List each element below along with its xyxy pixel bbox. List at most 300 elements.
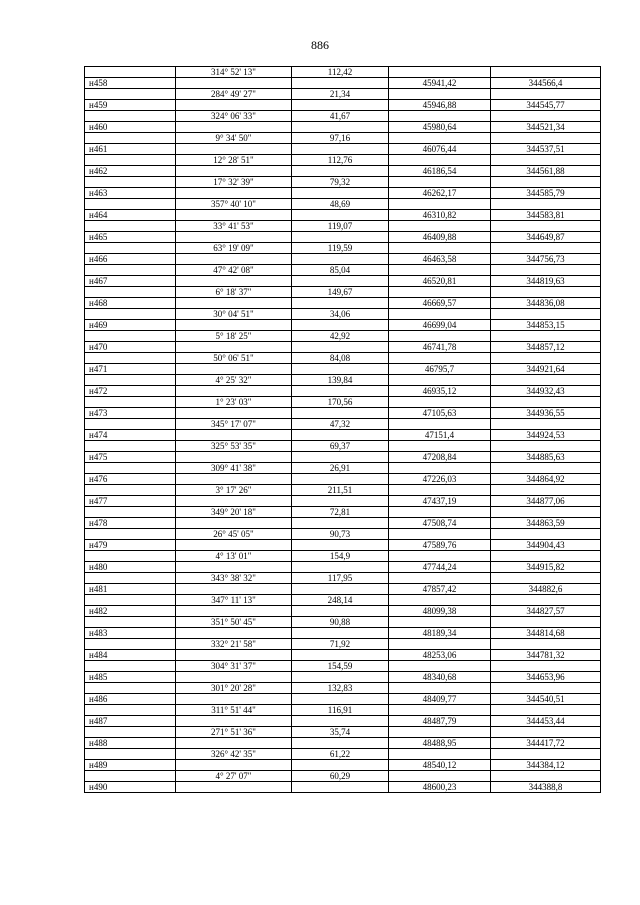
directional-angle-cell: 4° 27' 07" <box>176 771 292 782</box>
y-coordinate-cell: 344836,08 <box>491 298 601 309</box>
empty-cell <box>389 507 491 518</box>
empty-cell <box>389 529 491 540</box>
empty-cell <box>176 452 292 463</box>
y-coordinate-cell: 344857,12 <box>491 342 601 353</box>
point-name-cell: н465 <box>85 232 176 243</box>
segment-row <box>85 309 601 320</box>
empty-cell <box>176 584 292 595</box>
distance-cell: 71,92 <box>292 639 389 650</box>
empty-cell <box>292 364 389 375</box>
point-name-cell: н476 <box>85 474 176 485</box>
point-row <box>85 144 601 155</box>
directional-angle-cell: 1° 23' 03" <box>176 397 292 408</box>
segment-row <box>85 155 601 166</box>
page-number: 886 <box>311 38 329 52</box>
empty-cell <box>491 375 601 386</box>
empty-cell <box>176 694 292 705</box>
empty-cell <box>389 551 491 562</box>
empty-cell <box>292 232 389 243</box>
empty-cell <box>389 661 491 672</box>
point-row <box>85 364 601 375</box>
point-row <box>85 430 601 441</box>
segment-row <box>85 331 601 342</box>
empty-cell <box>85 309 176 320</box>
empty-cell <box>491 639 601 650</box>
point-row <box>85 210 601 221</box>
empty-cell <box>292 760 389 771</box>
x-coordinate-cell: 47105,63 <box>389 408 491 419</box>
point-name-cell: н466 <box>85 254 176 265</box>
empty-cell <box>389 771 491 782</box>
empty-cell <box>176 540 292 551</box>
empty-cell <box>85 573 176 584</box>
segment-row <box>85 397 601 408</box>
empty-cell <box>85 749 176 760</box>
point-name-cell: н478 <box>85 518 176 529</box>
segment-row <box>85 771 601 782</box>
x-coordinate-cell: 48189,34 <box>389 628 491 639</box>
empty-cell <box>292 452 389 463</box>
y-coordinate-cell: 344863,59 <box>491 518 601 529</box>
empty-cell <box>491 595 601 606</box>
directional-angle-cell: 311° 51' 44" <box>176 705 292 716</box>
point-row <box>85 628 601 639</box>
point-row <box>85 386 601 397</box>
empty-cell <box>176 474 292 485</box>
point-name-cell: н467 <box>85 276 176 287</box>
y-coordinate-cell: 344583,81 <box>491 210 601 221</box>
point-row <box>85 496 601 507</box>
empty-cell <box>389 287 491 298</box>
y-coordinate-cell: 344924,53 <box>491 430 601 441</box>
x-coordinate-cell: 48099,38 <box>389 606 491 617</box>
distance-cell: 154,9 <box>292 551 389 562</box>
segment-row <box>85 133 601 144</box>
segment-row <box>85 639 601 650</box>
empty-cell <box>389 265 491 276</box>
point-name-cell: н482 <box>85 606 176 617</box>
empty-cell <box>85 111 176 122</box>
point-row <box>85 254 601 265</box>
y-coordinate-cell: 344819,63 <box>491 276 601 287</box>
empty-cell <box>176 782 292 793</box>
point-row <box>85 562 601 573</box>
empty-cell <box>389 573 491 584</box>
segment-row <box>85 441 601 452</box>
empty-cell <box>292 166 389 177</box>
directional-angle-cell: 47° 42' 08" <box>176 265 292 276</box>
directional-angle-cell: 309° 41' 38" <box>176 463 292 474</box>
empty-cell <box>176 496 292 507</box>
y-coordinate-cell: 344882,6 <box>491 584 601 595</box>
directional-angle-cell: 271° 51' 36" <box>176 727 292 738</box>
x-coordinate-cell: 45980,64 <box>389 122 491 133</box>
empty-cell <box>85 89 176 100</box>
point-name-cell: н472 <box>85 386 176 397</box>
point-row <box>85 518 601 529</box>
point-row <box>85 100 601 111</box>
empty-cell <box>176 386 292 397</box>
empty-cell <box>491 287 601 298</box>
distance-cell: 211,51 <box>292 485 389 496</box>
empty-cell <box>85 705 176 716</box>
empty-cell <box>389 353 491 364</box>
empty-cell <box>389 177 491 188</box>
x-coordinate-cell: 48253,06 <box>389 650 491 661</box>
y-coordinate-cell: 344853,15 <box>491 320 601 331</box>
empty-cell <box>389 419 491 430</box>
empty-cell <box>176 144 292 155</box>
empty-cell <box>85 177 176 188</box>
point-name-cell: н470 <box>85 342 176 353</box>
empty-cell <box>85 287 176 298</box>
directional-angle-cell: 30° 04' 51" <box>176 309 292 320</box>
distance-cell: 112,76 <box>292 155 389 166</box>
empty-cell <box>176 518 292 529</box>
distance-cell: 21,34 <box>292 89 389 100</box>
directional-angle-cell: 332° 21' 58" <box>176 639 292 650</box>
point-row <box>85 408 601 419</box>
empty-cell <box>85 243 176 254</box>
empty-cell <box>389 639 491 650</box>
empty-cell <box>176 650 292 661</box>
point-name-cell: н468 <box>85 298 176 309</box>
empty-cell <box>491 661 601 672</box>
empty-cell <box>389 749 491 760</box>
distance-cell: 35,74 <box>292 727 389 738</box>
point-row <box>85 672 601 683</box>
empty-cell <box>389 595 491 606</box>
y-coordinate-cell: 344936,55 <box>491 408 601 419</box>
empty-cell <box>176 738 292 749</box>
empty-cell <box>491 573 601 584</box>
x-coordinate-cell: 46795,7 <box>389 364 491 375</box>
segment-row <box>85 595 601 606</box>
empty-cell <box>176 276 292 287</box>
directional-angle-cell: 304° 31' 37" <box>176 661 292 672</box>
empty-cell <box>491 727 601 738</box>
empty-cell <box>85 551 176 562</box>
distance-cell: 112,42 <box>292 67 389 78</box>
empty-cell <box>292 518 389 529</box>
y-coordinate-cell: 344545,77 <box>491 100 601 111</box>
x-coordinate-cell: 46669,57 <box>389 298 491 309</box>
y-coordinate-cell: 344388,8 <box>491 782 601 793</box>
distance-cell: 84,08 <box>292 353 389 364</box>
empty-cell <box>85 639 176 650</box>
directional-angle-cell: 26° 45' 05" <box>176 529 292 540</box>
coordinates-table <box>84 66 601 793</box>
empty-cell <box>176 342 292 353</box>
y-coordinate-cell: 344885,63 <box>491 452 601 463</box>
x-coordinate-cell: 46520,81 <box>389 276 491 287</box>
empty-cell <box>85 595 176 606</box>
distance-cell: 248,14 <box>292 595 389 606</box>
segment-row <box>85 177 601 188</box>
empty-cell <box>85 353 176 364</box>
empty-cell <box>85 683 176 694</box>
empty-cell <box>292 298 389 309</box>
y-coordinate-cell: 344417,72 <box>491 738 601 749</box>
empty-cell <box>389 309 491 320</box>
empty-cell <box>292 342 389 353</box>
segment-row <box>85 485 601 496</box>
empty-cell <box>85 771 176 782</box>
distance-cell: 90,73 <box>292 529 389 540</box>
empty-cell <box>292 430 389 441</box>
empty-cell <box>176 188 292 199</box>
empty-cell <box>491 551 601 562</box>
y-coordinate-cell: 344864,92 <box>491 474 601 485</box>
segment-row <box>85 89 601 100</box>
empty-cell <box>292 408 389 419</box>
y-coordinate-cell: 344915,82 <box>491 562 601 573</box>
point-row <box>85 474 601 485</box>
directional-angle-cell: 17° 32' 39" <box>176 177 292 188</box>
empty-cell <box>389 705 491 716</box>
point-name-cell: н489 <box>85 760 176 771</box>
point-row <box>85 540 601 551</box>
directional-angle-cell: 357° 40' 10" <box>176 199 292 210</box>
empty-cell <box>491 331 601 342</box>
empty-cell <box>389 441 491 452</box>
empty-cell <box>491 529 601 540</box>
empty-cell <box>491 705 601 716</box>
empty-cell <box>292 144 389 155</box>
point-name-cell: н461 <box>85 144 176 155</box>
point-name-cell: н490 <box>85 782 176 793</box>
x-coordinate-cell: 48540,12 <box>389 760 491 771</box>
y-coordinate-cell: 344537,51 <box>491 144 601 155</box>
empty-cell <box>389 155 491 166</box>
directional-angle-cell: 324° 06' 33" <box>176 111 292 122</box>
point-row <box>85 452 601 463</box>
point-name-cell: н483 <box>85 628 176 639</box>
empty-cell <box>491 177 601 188</box>
empty-cell <box>176 254 292 265</box>
point-row <box>85 342 601 353</box>
point-name-cell: н475 <box>85 452 176 463</box>
point-name-cell: н479 <box>85 540 176 551</box>
x-coordinate-cell: 48488,95 <box>389 738 491 749</box>
directional-angle-cell: 351° 50' 45" <box>176 617 292 628</box>
empty-cell <box>85 419 176 430</box>
point-name-cell: н460 <box>85 122 176 133</box>
segment-row <box>85 683 601 694</box>
empty-cell <box>389 727 491 738</box>
empty-cell <box>491 353 601 364</box>
empty-cell <box>389 683 491 694</box>
distance-cell: 72,81 <box>292 507 389 518</box>
empty-cell <box>292 738 389 749</box>
x-coordinate-cell: 48487,79 <box>389 716 491 727</box>
point-name-cell: н488 <box>85 738 176 749</box>
point-name-cell: н485 <box>85 672 176 683</box>
empty-cell <box>491 265 601 276</box>
segment-row <box>85 727 601 738</box>
directional-angle-cell: 12° 28' 51" <box>176 155 292 166</box>
point-row <box>85 122 601 133</box>
segment-row <box>85 551 601 562</box>
y-coordinate-cell: 344814,68 <box>491 628 601 639</box>
empty-cell <box>176 78 292 89</box>
empty-cell <box>491 441 601 452</box>
x-coordinate-cell: 45941,42 <box>389 78 491 89</box>
empty-cell <box>389 243 491 254</box>
point-row <box>85 584 601 595</box>
point-name-cell: н459 <box>85 100 176 111</box>
directional-angle-cell: 301° 20' 28" <box>176 683 292 694</box>
empty-cell <box>491 683 601 694</box>
empty-cell <box>85 133 176 144</box>
point-name-cell: н480 <box>85 562 176 573</box>
point-row <box>85 78 601 89</box>
distance-cell: 132,83 <box>292 683 389 694</box>
y-coordinate-cell: 344653,96 <box>491 672 601 683</box>
empty-cell <box>389 111 491 122</box>
empty-cell <box>176 760 292 771</box>
empty-cell <box>85 221 176 232</box>
point-name-cell: н486 <box>85 694 176 705</box>
segment-row <box>85 67 601 78</box>
empty-cell <box>85 265 176 276</box>
segment-row <box>85 199 601 210</box>
point-row <box>85 716 601 727</box>
point-row <box>85 760 601 771</box>
directional-angle-cell: 63° 19' 09" <box>176 243 292 254</box>
x-coordinate-cell: 46935,12 <box>389 386 491 397</box>
empty-cell <box>176 562 292 573</box>
segment-row <box>85 243 601 254</box>
empty-cell <box>176 716 292 727</box>
directional-angle-cell: 343° 38' 32" <box>176 573 292 584</box>
empty-cell <box>85 155 176 166</box>
directional-angle-cell: 4° 13' 01" <box>176 551 292 562</box>
distance-cell: 170,56 <box>292 397 389 408</box>
empty-cell <box>491 485 601 496</box>
distance-cell: 116,91 <box>292 705 389 716</box>
empty-cell <box>176 210 292 221</box>
empty-cell <box>85 507 176 518</box>
x-coordinate-cell: 47151,4 <box>389 430 491 441</box>
directional-angle-cell: 284° 49' 27" <box>176 89 292 100</box>
directional-angle-cell: 9° 34' 50" <box>176 133 292 144</box>
empty-cell <box>389 375 491 386</box>
y-coordinate-cell: 344566,4 <box>491 78 601 89</box>
empty-cell <box>491 397 601 408</box>
empty-cell <box>176 122 292 133</box>
distance-cell: 139,84 <box>292 375 389 386</box>
x-coordinate-cell: 46186,54 <box>389 166 491 177</box>
x-coordinate-cell: 47226,03 <box>389 474 491 485</box>
x-coordinate-cell: 46262,17 <box>389 188 491 199</box>
y-coordinate-cell: 344384,12 <box>491 760 601 771</box>
x-coordinate-cell: 47208,84 <box>389 452 491 463</box>
empty-cell <box>389 199 491 210</box>
coordinates-table-body <box>85 67 601 793</box>
empty-cell <box>292 122 389 133</box>
empty-cell <box>389 617 491 628</box>
x-coordinate-cell: 46076,44 <box>389 144 491 155</box>
empty-cell <box>491 199 601 210</box>
empty-cell <box>389 133 491 144</box>
empty-cell <box>389 331 491 342</box>
empty-cell <box>389 397 491 408</box>
empty-cell <box>85 529 176 540</box>
empty-cell <box>389 485 491 496</box>
y-coordinate-cell: 344453,44 <box>491 716 601 727</box>
empty-cell <box>292 386 389 397</box>
empty-cell <box>491 749 601 760</box>
empty-cell <box>85 441 176 452</box>
segment-row <box>85 507 601 518</box>
empty-cell <box>85 331 176 342</box>
empty-cell <box>176 100 292 111</box>
point-name-cell: н484 <box>85 650 176 661</box>
point-name-cell: н458 <box>85 78 176 89</box>
empty-cell <box>292 782 389 793</box>
empty-cell <box>389 89 491 100</box>
empty-cell <box>389 67 491 78</box>
y-coordinate-cell: 344877,06 <box>491 496 601 507</box>
point-row <box>85 188 601 199</box>
empty-cell <box>292 584 389 595</box>
empty-cell <box>389 221 491 232</box>
empty-cell <box>85 727 176 738</box>
segment-row <box>85 749 601 760</box>
empty-cell <box>491 243 601 254</box>
empty-cell <box>176 430 292 441</box>
point-name-cell: н471 <box>85 364 176 375</box>
x-coordinate-cell: 47437,19 <box>389 496 491 507</box>
point-name-cell: н474 <box>85 430 176 441</box>
directional-angle-cell: 349° 20' 18" <box>176 507 292 518</box>
x-coordinate-cell: 47508,74 <box>389 518 491 529</box>
distance-cell: 41,67 <box>292 111 389 122</box>
distance-cell: 34,06 <box>292 309 389 320</box>
distance-cell: 42,92 <box>292 331 389 342</box>
point-name-cell: н477 <box>85 496 176 507</box>
empty-cell <box>292 606 389 617</box>
distance-cell: 154,59 <box>292 661 389 672</box>
empty-cell <box>491 771 601 782</box>
empty-cell <box>292 210 389 221</box>
segment-row <box>85 111 601 122</box>
directional-angle-cell: 314° 52' 13" <box>176 67 292 78</box>
empty-cell <box>292 540 389 551</box>
segment-row <box>85 463 601 474</box>
directional-angle-cell: 50° 06' 51" <box>176 353 292 364</box>
y-coordinate-cell: 344904,43 <box>491 540 601 551</box>
empty-cell <box>176 606 292 617</box>
point-row <box>85 166 601 177</box>
point-name-cell: н463 <box>85 188 176 199</box>
empty-cell <box>176 166 292 177</box>
directional-angle-cell: 4° 25' 32" <box>176 375 292 386</box>
x-coordinate-cell: 46741,78 <box>389 342 491 353</box>
directional-angle-cell: 326° 42' 35" <box>176 749 292 760</box>
point-row <box>85 782 601 793</box>
point-row <box>85 694 601 705</box>
empty-cell <box>85 199 176 210</box>
segment-row <box>85 287 601 298</box>
empty-cell <box>491 155 601 166</box>
empty-cell <box>491 463 601 474</box>
x-coordinate-cell: 48600,23 <box>389 782 491 793</box>
distance-cell: 60,29 <box>292 771 389 782</box>
y-coordinate-cell: 344585,79 <box>491 188 601 199</box>
point-row <box>85 298 601 309</box>
